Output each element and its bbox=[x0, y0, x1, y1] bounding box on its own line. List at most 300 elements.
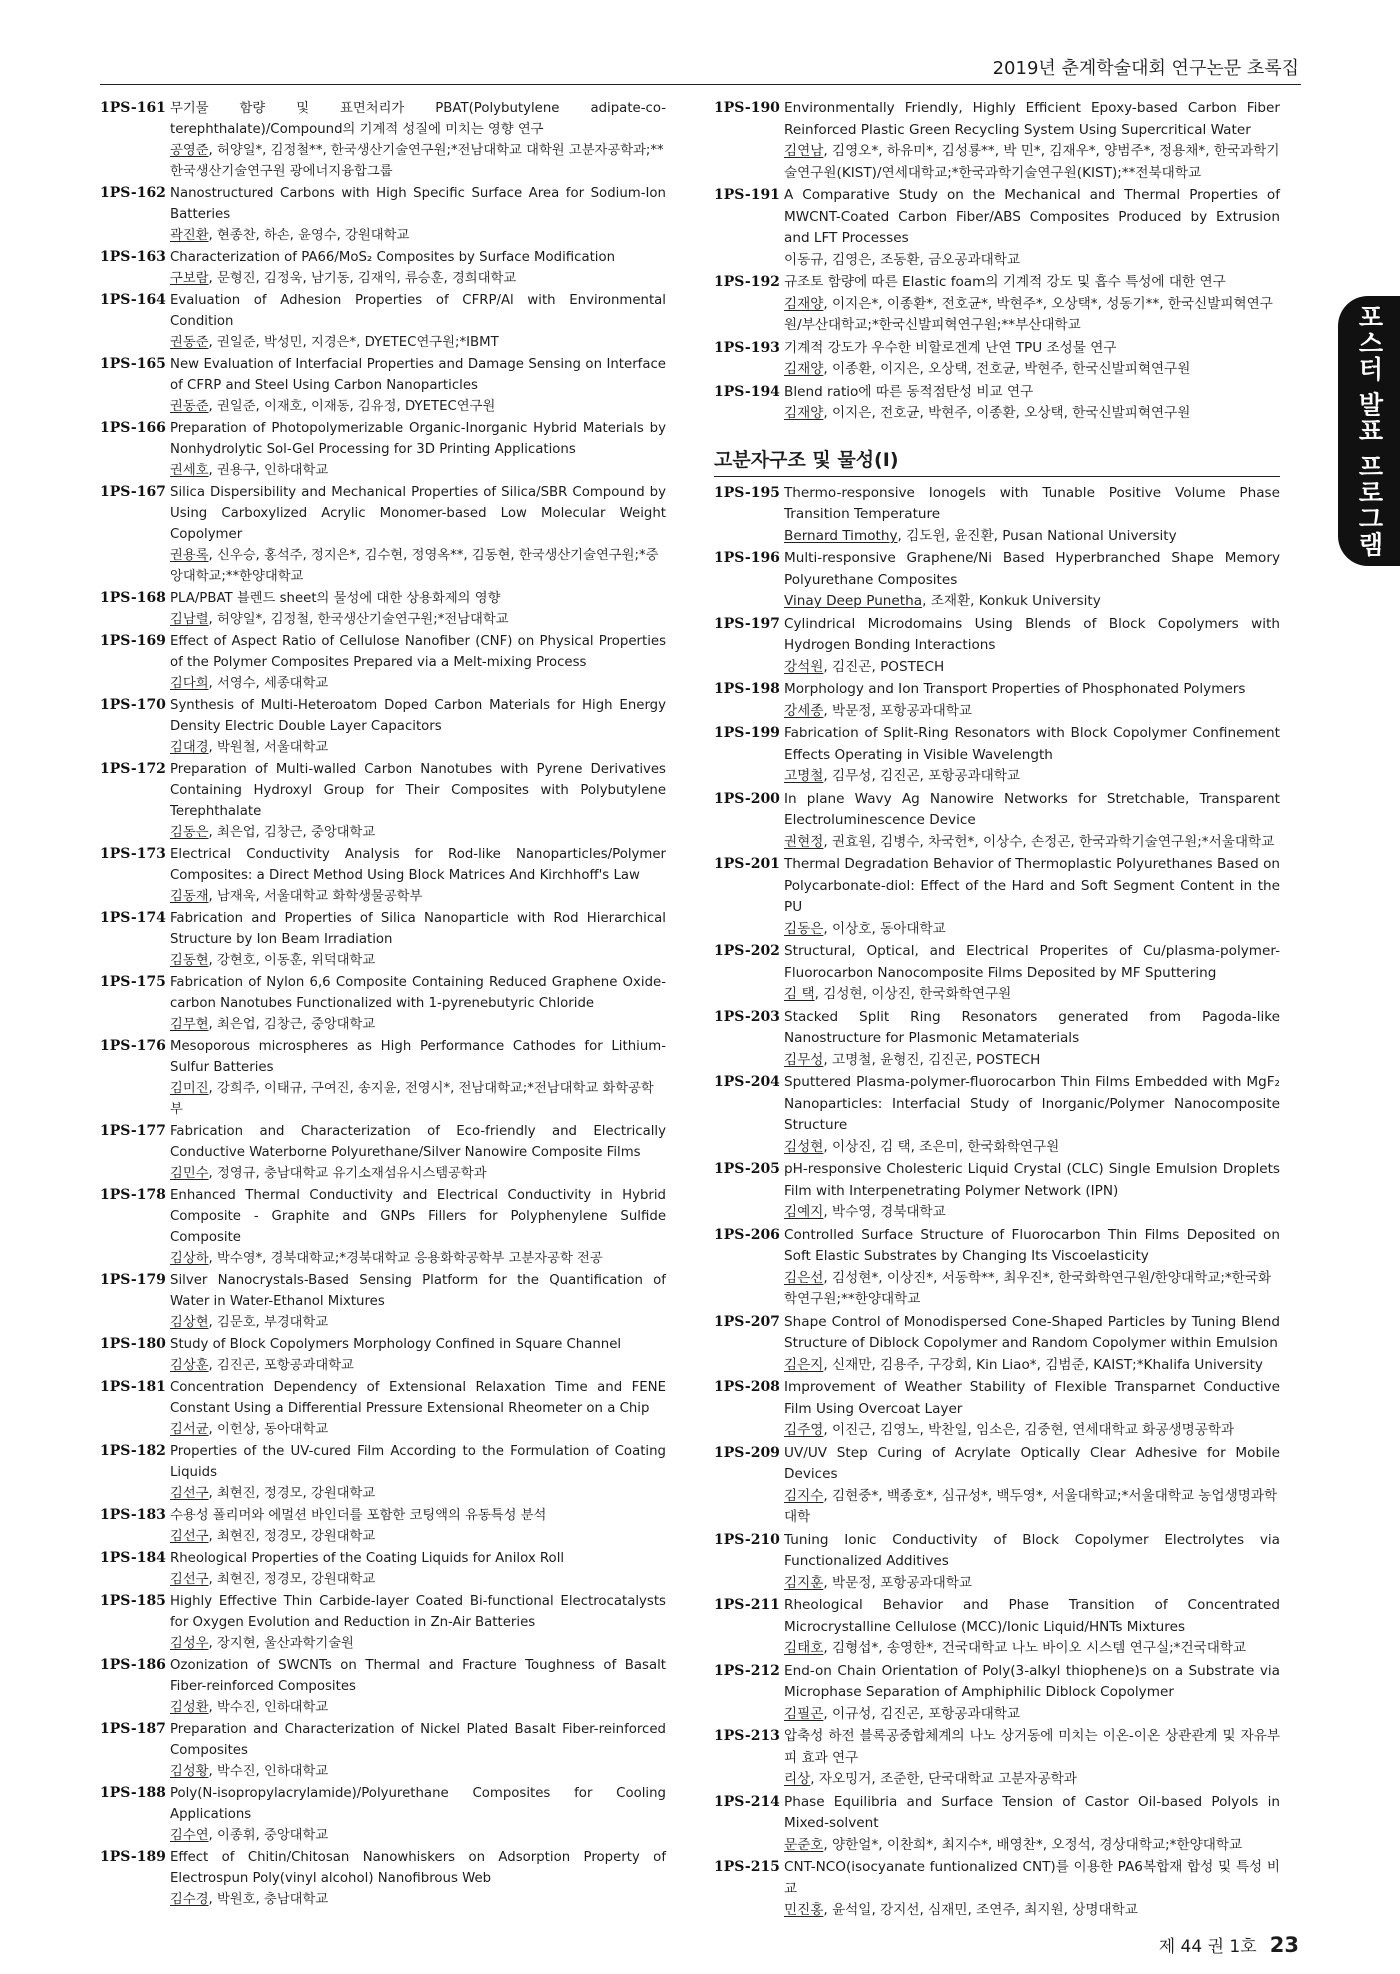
entry-id: 1PS-183 bbox=[100, 1507, 166, 1523]
entry-title: Poly(N-isopropylacrylamide)/Polyurethane Composites for Cooling Applications bbox=[170, 1786, 666, 1822]
abstract-entry bbox=[100, 418, 666, 481]
entry-authors bbox=[170, 1697, 666, 1718]
entry-authors bbox=[170, 609, 666, 630]
entry-body bbox=[784, 1726, 1280, 1791]
entry-id: 1PS-207 bbox=[714, 1313, 780, 1330]
first-author: 김수연 bbox=[170, 1828, 209, 1843]
abstract-entry bbox=[100, 972, 666, 1035]
entry-id: 1PS-190 bbox=[714, 100, 780, 116]
first-author: 김선구 bbox=[170, 1486, 209, 1501]
entry-body bbox=[784, 723, 1280, 788]
entry-body bbox=[784, 382, 1280, 425]
first-author: 김재양 bbox=[784, 361, 824, 377]
first-author: 김성우 bbox=[170, 1636, 209, 1651]
entry-id: 1PS-174 bbox=[100, 910, 166, 926]
first-author: 고명철 bbox=[784, 768, 824, 784]
entry-authors bbox=[784, 141, 1280, 184]
coauthors-affiliation: , 양한얼*, 이찬희*, 최지수*, 배영찬*, 오정석, 경상대학교;*한양대학교 bbox=[823, 1836, 1243, 1853]
entry-title: CNT-NCO(isocyanate funtionalized CNT)를 이용한 PA6복합재 합성 및 특성 비교 bbox=[784, 1859, 1280, 1897]
entry-title: 기계적 강도가 우수한 비할로겐계 난연 TPU 조성물 연구 bbox=[784, 339, 1117, 356]
first-author: 공영준 bbox=[170, 143, 209, 158]
entry-id: 1PS-189 bbox=[100, 1849, 166, 1865]
entry-title: Thermal Degradation Behavior of Thermoplastic Polyurethanes Based on Polycarbonate-diol: Effect of the Hard and Soft Segment Content in the PU bbox=[784, 856, 1280, 915]
entry-title: Phase Equilibria and Surface Tension of Castor Oil-based Polyols in Mixed-solvent bbox=[784, 1793, 1280, 1831]
entry-authors bbox=[170, 268, 666, 289]
abstract-entry bbox=[714, 1595, 1280, 1660]
first-author: 김미진 bbox=[170, 1081, 209, 1096]
coauthors-affiliation: , 고명철, 윤형진, 김진곤, POSTECH bbox=[823, 1051, 1041, 1068]
entry-authors bbox=[170, 1761, 666, 1782]
entry-id: 1PS-191 bbox=[714, 187, 780, 203]
entry-authors bbox=[170, 545, 666, 587]
entry-title: End-on Chain Orientation of Poly(3-alkyl thiophene)s on a Substrate via Microphase Separation of Amphiphilic Diblock Copolymer bbox=[784, 1662, 1280, 1700]
first-author: 강세종 bbox=[784, 702, 824, 719]
entry-authors bbox=[170, 1078, 666, 1120]
entry-id: 1PS-206 bbox=[714, 1226, 780, 1243]
entry-id: 1PS-195 bbox=[714, 484, 780, 501]
entry-title: Study of Block Copolymers Morphology Confined in Square Channel bbox=[170, 1337, 622, 1352]
abstract-entry bbox=[100, 98, 666, 182]
abstract-entry bbox=[714, 1377, 1280, 1442]
entry-id: 1PS-179 bbox=[100, 1272, 166, 1288]
entry-title: Stacked Split Ring Resonators generated from Pagoda-like Nanostructure for Plasmonic Metamaterials bbox=[784, 1008, 1280, 1046]
coauthors-affiliation: , 김형섭*, 송영한*, 건국대학교 나노 바이오 시스템 연구실;*건국대학교 bbox=[823, 1640, 1247, 1656]
entry-title: Multi-responsive Graphene/Ni Based Hyperbranched Shape Memory Polyurethane Composites bbox=[784, 550, 1280, 588]
abstract-entry bbox=[100, 290, 666, 353]
first-author: 김수경 bbox=[170, 1892, 209, 1907]
abstract-entry bbox=[714, 614, 1280, 679]
coauthors-affiliation: , 박수영, 경북대학교 bbox=[823, 1204, 946, 1220]
entry-body bbox=[170, 631, 666, 694]
first-author: 김필곤 bbox=[784, 1705, 824, 1722]
abstract-entry bbox=[714, 1857, 1280, 1922]
entry-authors bbox=[784, 1420, 1280, 1442]
abstract-entry bbox=[100, 1441, 666, 1504]
first-author: 김 택 bbox=[784, 986, 815, 1002]
entry-body bbox=[170, 354, 666, 417]
coauthors-affiliation: 이동규, 김영은, 조동환, 금오공과대학교 bbox=[784, 251, 1021, 268]
entry-authors bbox=[784, 1486, 1280, 1529]
footer-volume: 제 44 권 1호 bbox=[1158, 1937, 1257, 1957]
entry-authors bbox=[784, 591, 1280, 613]
entry-title: UV/UV Step Curing of Acrylate Optically Clear Adhesive for Mobile Devices bbox=[784, 1444, 1280, 1482]
abstract-entry bbox=[100, 588, 666, 630]
abstract-entry bbox=[714, 1661, 1280, 1726]
entry-id: 1PS-213 bbox=[714, 1728, 780, 1744]
first-author: 김동은 bbox=[170, 825, 209, 840]
entry-authors bbox=[170, 1312, 666, 1333]
abstract-entry bbox=[100, 1185, 666, 1269]
entry-body bbox=[170, 1783, 666, 1846]
abstract-entry bbox=[714, 854, 1280, 940]
entry-id: 1PS-211 bbox=[714, 1597, 780, 1613]
entry-body bbox=[170, 247, 666, 289]
entry-id: 1PS-199 bbox=[714, 725, 780, 741]
abstract-entry bbox=[100, 183, 666, 246]
right-column-top-entries bbox=[714, 98, 1280, 425]
first-author: 곽진환 bbox=[170, 228, 209, 243]
entry-authors bbox=[170, 1014, 666, 1035]
entry-authors bbox=[784, 1355, 1280, 1377]
entry-authors bbox=[170, 1569, 666, 1590]
abstract-entry bbox=[714, 272, 1280, 337]
entry-id: 1PS-187 bbox=[100, 1721, 166, 1737]
abstract-entry bbox=[100, 1334, 666, 1376]
entry-title: Rheological Behavior and Phase Transition of Concentrated Microcrystalline Cellulose (MCC)/Ionic Liquid/HNTs Mixtures bbox=[784, 1597, 1280, 1635]
coauthors-affiliation: , 권효원, 김병수, 차국헌*, 이상수, 손정곤, 한국과학기술연구원;*서울대학교 bbox=[823, 833, 1275, 850]
coauthors-affiliation: , 권일준, 이재호, 이재동, 김유정, DYETEC연구원 bbox=[208, 399, 496, 414]
abstract-entry bbox=[100, 695, 666, 758]
entry-title: Fabrication and Characterization of Eco-friendly and Electrically Conductive Waterborne Polyurethane/Silver Nanowire Composite Films bbox=[170, 1124, 666, 1160]
coauthors-affiliation: , 박원철, 서울대학교 bbox=[208, 740, 329, 755]
entry-authors bbox=[170, 1248, 666, 1269]
first-author: 김상하 bbox=[170, 1251, 209, 1266]
coauthors-affiliation: , 이헌상, 동아대학교 bbox=[208, 1422, 329, 1437]
coauthors-affiliation: , 권일준, 박성민, 지경은*, DYETEC연구원;*IBMT bbox=[208, 335, 499, 350]
coauthors-affiliation: , 정영규, 충남대학교 유기소재섬유시스템공학과 bbox=[208, 1166, 487, 1181]
entry-title: PLA/PBAT 블렌드 sheet의 물성에 대한 상용화제의 영향 bbox=[170, 591, 501, 606]
entry-title: Fabrication and Properties of Silica Nanoparticle with Rod Hierarchical Structure by Ion Beam Irradiation bbox=[170, 911, 666, 947]
entry-body bbox=[170, 1548, 666, 1590]
entry-body bbox=[784, 1792, 1280, 1857]
entry-body bbox=[170, 1121, 666, 1184]
coauthors-affiliation: , 김도윈, 윤진환, Pusan National University bbox=[897, 527, 1177, 544]
entry-authors bbox=[784, 701, 1280, 723]
first-author: 김선구 bbox=[170, 1572, 209, 1587]
entry-authors bbox=[784, 766, 1280, 788]
entry-id: 1PS-210 bbox=[714, 1531, 780, 1548]
entry-id: 1PS-169 bbox=[100, 633, 166, 649]
abstract-entry bbox=[100, 1847, 666, 1910]
entry-title: New Evaluation of Interfacial Properties and Damage Sensing on Interface of CFRP and Steel Using Carbon Nanoparticles bbox=[170, 357, 666, 393]
entry-title: Preparation and Characterization of Nickel Plated Basalt Fiber-reinforced Composites bbox=[170, 1722, 666, 1758]
coauthors-affiliation: , 김문호, 부경대학교 bbox=[208, 1315, 329, 1330]
entry-title: Fabrication of Split-Ring Resonators with Block Copolymer Confinement Effects Operating in Visible Wavelength bbox=[784, 725, 1280, 763]
entry-body bbox=[784, 1443, 1280, 1529]
abstract-entry bbox=[100, 631, 666, 694]
coauthors-affiliation: , 이종휘, 중앙대학교 bbox=[208, 1828, 329, 1843]
coauthors-affiliation: , 이상호, 동아대학교 bbox=[823, 920, 946, 937]
first-author: 김대경 bbox=[170, 740, 209, 755]
first-author: 김지수 bbox=[784, 1487, 824, 1504]
coauthors-affiliation: , 박문정, 포항공과대학교 bbox=[823, 702, 973, 719]
coauthors-affiliation: , 강현호, 이동훈, 위덕대학교 bbox=[208, 953, 376, 968]
abstract-entry bbox=[714, 789, 1280, 854]
first-author: 김상현 bbox=[170, 1315, 209, 1330]
entry-id: 1PS-181 bbox=[100, 1379, 166, 1395]
coauthors-affiliation: , 자오밍거, 조준한, 단국대학교 고분자공학과 bbox=[810, 1771, 1077, 1787]
first-author: 민진홍 bbox=[784, 1902, 824, 1918]
entry-title: Properties of the UV-cured Film According to the Formulation of Coating Liquids bbox=[170, 1444, 666, 1480]
entry-id: 1PS-177 bbox=[100, 1123, 166, 1139]
entry-id: 1PS-173 bbox=[100, 846, 166, 862]
coauthors-affiliation: , 김영오*, 하유미*, 김성룡**, 박 민*, 김재우*, 양범주*, 정용채*, 한국과학기술연구원(KIST)/연세대학교;*한국과학기술연구원(KIST);**전북대학교 bbox=[784, 143, 1280, 181]
abstract-entry bbox=[714, 1530, 1280, 1595]
abstract-entry bbox=[714, 1443, 1280, 1529]
entry-id: 1PS-182 bbox=[100, 1443, 166, 1459]
first-author: 김선구 bbox=[170, 1529, 209, 1544]
first-author: 리상 bbox=[784, 1771, 811, 1787]
entry-authors bbox=[784, 1573, 1280, 1595]
entry-body bbox=[170, 290, 666, 353]
entry-body bbox=[784, 1595, 1280, 1660]
coauthors-affiliation: , 강희주, 이태규, 구여진, 송지윤, 전영시*, 전남대학교;*전남대학교 화학공학부 bbox=[170, 1081, 654, 1117]
abstract-entry bbox=[100, 908, 666, 971]
side-tab-label: 포스터 발표 프로그램 bbox=[1355, 304, 1384, 558]
entry-body bbox=[170, 908, 666, 971]
abstract-entry bbox=[100, 1270, 666, 1333]
first-author: 김태호 bbox=[784, 1640, 824, 1656]
abstract-entry bbox=[714, 1792, 1280, 1857]
right-column bbox=[714, 98, 1280, 1923]
entry-authors bbox=[784, 250, 1280, 272]
entry-authors bbox=[170, 1419, 666, 1440]
entry-body bbox=[170, 759, 666, 843]
entry-title: Silica Dispersibility and Mechanical Properties of Silica/SBR Compound by Using Carboxylized Acrylic Monomer-based Low Molecular Weight Copolymer bbox=[170, 485, 666, 542]
coauthors-affiliation: , 이지은*, 이종환*, 전호균*, 박현주*, 오상택*, 성동기**, 한국신발피혁연구원/부산대학교;*한국신발피혁연구원;**부산대학교 bbox=[784, 295, 1273, 333]
abstract-entry bbox=[714, 185, 1280, 271]
entry-authors bbox=[170, 460, 666, 481]
first-author: Vinay Deep Punetha bbox=[784, 593, 923, 609]
entry-body bbox=[784, 854, 1280, 940]
entry-id: 1PS-184 bbox=[100, 1550, 166, 1566]
entry-id: 1PS-172 bbox=[100, 761, 166, 777]
abstract-entry bbox=[714, 1072, 1280, 1158]
coauthors-affiliation: , 이상진, 김 택, 조은미, 한국화학연구원 bbox=[823, 1138, 1060, 1155]
abstract-entry bbox=[714, 338, 1280, 381]
entry-id: 1PS-196 bbox=[714, 550, 780, 566]
first-author: 문준호 bbox=[784, 1836, 824, 1853]
entry-body bbox=[170, 1505, 666, 1547]
abstract-entry bbox=[100, 1548, 666, 1590]
entry-authors bbox=[784, 1202, 1280, 1224]
entry-title: 규조토 함량에 따른 Elastic foam의 기계적 강도 및 흡수 특성에 대한 연구 bbox=[784, 274, 1226, 290]
entry-id: 1PS-163 bbox=[100, 249, 166, 265]
first-author: 김재양 bbox=[784, 295, 824, 312]
entry-authors bbox=[170, 673, 666, 694]
first-author: 김연남 bbox=[784, 143, 824, 159]
abstract-entry bbox=[100, 1783, 666, 1846]
entry-title: Thermo-responsive Ionogels with Tunable Positive Volume Phase Transition Temperature bbox=[784, 484, 1280, 522]
entry-body bbox=[170, 482, 666, 587]
first-author: 김민수 bbox=[170, 1166, 209, 1181]
entry-id: 1PS-193 bbox=[714, 339, 780, 356]
abstract-entry bbox=[100, 1121, 666, 1184]
first-author: 김동현 bbox=[170, 953, 209, 968]
entry-authors bbox=[784, 657, 1280, 679]
entry-authors bbox=[784, 1900, 1280, 1922]
entry-body bbox=[784, 338, 1280, 381]
entry-authors bbox=[170, 396, 666, 417]
entry-authors bbox=[170, 822, 666, 843]
entry-id: 1PS-197 bbox=[714, 615, 780, 632]
entry-title: Enhanced Thermal Conductivity and Electrical Conductivity in Hybrid Composite - Graphite and GNPs Fillers for Polyphenylene Sulfide Composite bbox=[170, 1188, 666, 1245]
entry-id: 1PS-164 bbox=[100, 292, 166, 308]
coauthors-affiliation: , 조재환, Konkuk University bbox=[922, 593, 1101, 609]
abstract-entry bbox=[100, 1377, 666, 1440]
entry-authors bbox=[784, 294, 1280, 337]
coauthors-affiliation: , 허양일*, 김정철**, 한국생산기술연구원;*전남대학교 대학원 고분자공학과;**한국생산기술연구원 광에너지융합그룹 bbox=[170, 143, 664, 179]
section-heading: 고분자구조 및 물성(I) bbox=[714, 445, 1280, 477]
coauthors-affiliation: , 최현진, 정경모, 강원대학교 bbox=[208, 1486, 376, 1501]
entry-id: 1PS-215 bbox=[714, 1859, 780, 1875]
entry-id: 1PS-178 bbox=[100, 1187, 166, 1203]
abstract-entry bbox=[714, 1726, 1280, 1791]
entry-id: 1PS-201 bbox=[714, 856, 780, 872]
abstract-entry bbox=[714, 941, 1280, 1006]
abstract-entry bbox=[714, 679, 1280, 722]
entry-id: 1PS-176 bbox=[100, 1038, 166, 1054]
entry-body bbox=[170, 1036, 666, 1120]
coauthors-affiliation: , 현종찬, 하손, 윤영수, 강원대학교 bbox=[208, 228, 410, 243]
coauthors-affiliation: , 장지현, 울산과학기술원 bbox=[208, 1636, 354, 1651]
entry-id: 1PS-200 bbox=[714, 790, 780, 807]
entry-body bbox=[784, 614, 1280, 679]
entry-authors bbox=[170, 1526, 666, 1547]
entry-authors bbox=[784, 1769, 1280, 1791]
abstract-entry bbox=[714, 382, 1280, 425]
coauthors-affiliation: , 박원호, 충남대학교 bbox=[208, 1892, 329, 1907]
first-author: 권동준 bbox=[170, 399, 209, 414]
entry-id: 1PS-170 bbox=[100, 697, 166, 713]
abstract-entry bbox=[100, 482, 666, 587]
first-author: 강석원 bbox=[784, 658, 824, 675]
left-column bbox=[100, 98, 666, 1911]
entry-title: Improvement of Weather Stability of Flexible Transparnet Conductive Film Using Overcoat Layer bbox=[784, 1379, 1280, 1417]
entry-id: 1PS-198 bbox=[714, 681, 780, 697]
entry-authors bbox=[170, 950, 666, 971]
coauthors-affiliation: , 윤석일, 강지선, 심재민, 조연주, 최지원, 상명대학교 bbox=[823, 1902, 1138, 1918]
entry-authors bbox=[170, 1163, 666, 1184]
entry-body bbox=[784, 941, 1280, 1006]
entry-title: A Comparative Study on the Mechanical and Thermal Properties of MWCNT-Coated Carbon Fiber/ABS Composites Produced by Extrusion and LFT Processes bbox=[784, 187, 1280, 246]
coauthors-affiliation: , 이지은, 전호균, 박현주, 이종환, 오상택, 한국신발피혁연구원 bbox=[823, 405, 1191, 421]
entry-body bbox=[170, 1847, 666, 1910]
entry-title: Ozonization of SWCNTs on Thermal and Fracture Toughness of Basalt Fiber-reinforced Composites bbox=[170, 1658, 666, 1694]
entry-id: 1PS-202 bbox=[714, 943, 780, 959]
entry-id: 1PS-205 bbox=[714, 1161, 780, 1177]
entry-title: Effect of Chitin/Chitosan Nanowhiskers on Adsorption Property of Electrospun Poly(vinyl alcohol) Nanofibrous Web bbox=[170, 1850, 666, 1886]
abstract-entry bbox=[100, 1505, 666, 1547]
first-author: 김무현 bbox=[170, 1017, 209, 1032]
entry-title: Silver Nanocrystals-Based Sensing Platform for the Quantification of Water in Water-Ethanol Mixtures bbox=[170, 1273, 666, 1309]
entry-body bbox=[170, 588, 666, 630]
abstract-entry bbox=[714, 1225, 1280, 1311]
entry-id: 1PS-168 bbox=[100, 590, 166, 606]
first-author: 김무성 bbox=[784, 1051, 824, 1068]
entry-id: 1PS-175 bbox=[100, 974, 166, 990]
running-header-title: 2019년 춘계학술대회 연구논문 초록집 bbox=[992, 58, 1299, 79]
entry-title: Shape Control of Monodispersed Cone-Shaped Particles by Tuning Blend Structure of Diblock Copolymer and Random Copolymer within Emulsion bbox=[784, 1313, 1280, 1351]
entry-body bbox=[784, 1661, 1280, 1726]
entry-body bbox=[784, 483, 1280, 548]
coauthors-affiliation: , 최은업, 김창근, 중앙대학교 bbox=[208, 825, 376, 840]
entry-id: 1PS-161 bbox=[100, 100, 166, 116]
entry-body bbox=[170, 1591, 666, 1654]
entry-body bbox=[784, 789, 1280, 854]
first-author: 권세호 bbox=[170, 463, 209, 478]
coauthors-affiliation: , 박수진, 인하대학교 bbox=[208, 1764, 329, 1779]
entry-authors bbox=[170, 737, 666, 758]
entry-body bbox=[170, 972, 666, 1035]
first-author: 김은선 bbox=[784, 1269, 824, 1286]
entry-body bbox=[170, 418, 666, 481]
coauthors-affiliation: , 최현진, 정경모, 강원대학교 bbox=[208, 1572, 376, 1587]
first-author: 김동재 bbox=[170, 889, 209, 904]
footer-page-number: 23 bbox=[1269, 1933, 1299, 1957]
entry-title: Highly Effective Thin Carbide-layer Coated Bi-functional Electrocatalysts for Oxygen Evolution and Reduction in Zn-Air Batteries bbox=[170, 1594, 666, 1630]
entry-authors bbox=[170, 332, 666, 353]
entry-title: Concentration Dependency of Extensional Relaxation Time and FENE Constant Using a Differential Pressure Extensional Rheometer on a Chip bbox=[170, 1380, 666, 1416]
first-author: 권용록 bbox=[170, 548, 209, 563]
entry-title: pH-responsive Cholesteric Liquid Crystal (CLC) Single Emulsion Droplets Film with Interpenetrating Polymer Network (IPN) bbox=[784, 1161, 1280, 1199]
entry-body bbox=[784, 185, 1280, 271]
entry-authors bbox=[784, 832, 1280, 854]
entry-body bbox=[784, 1312, 1280, 1377]
first-author: 김성현 bbox=[784, 1138, 824, 1155]
entry-body bbox=[170, 1185, 666, 1269]
entry-title: Evaluation of Adhesion Properties of CFRP/Al with Environmental Condition bbox=[170, 293, 666, 329]
entry-body bbox=[784, 679, 1280, 722]
entry-title: Preparation of Multi-walled Carbon Nanotubes with Pyrene Derivatives Containing Hydroxyl Group for Their Composites with Polybutylene Terephthalate bbox=[170, 762, 666, 819]
entry-id: 1PS-204 bbox=[714, 1074, 780, 1090]
entry-body bbox=[784, 1072, 1280, 1158]
entry-id: 1PS-203 bbox=[714, 1008, 780, 1025]
entry-authors bbox=[170, 1633, 666, 1654]
first-author: 김은지 bbox=[784, 1356, 824, 1373]
abstract-entry bbox=[100, 247, 666, 289]
coauthors-affiliation: , 김성현*, 이상진*, 서동학**, 최우진*, 한국화학연구원/한양대학교;*한국화학연구원;**한양대학교 bbox=[784, 1269, 1272, 1307]
entry-authors bbox=[784, 1638, 1280, 1660]
entry-id: 1PS-167 bbox=[100, 484, 166, 500]
entry-title: Cylindrical Microdomains Using Blends of Block Copolymers with Hydrogen Bonding Interactions bbox=[784, 615, 1280, 653]
entry-id: 1PS-192 bbox=[714, 274, 780, 290]
abstract-entry bbox=[714, 1312, 1280, 1377]
coauthors-affiliation: , 신우승, 홍석주, 정지은*, 김수현, 정영옥**, 김동현, 한국생산기술연구원;*중앙대학교;**한양대학교 bbox=[170, 548, 659, 584]
first-author: 김서균 bbox=[170, 1422, 209, 1437]
entry-id: 1PS-212 bbox=[714, 1662, 780, 1679]
abstract-entry bbox=[100, 1719, 666, 1782]
entry-title: Tuning Ionic Conductivity of Block Copolymer Electrolytes via Functionalized Additives bbox=[784, 1531, 1280, 1569]
entry-title: In plane Wavy Ag Nanowire Networks for Stretchable, Transparent Electroluminescence Device bbox=[784, 790, 1280, 828]
entry-title: Preparation of Photopolymerizable Organic-Inorganic Hybrid Materials by Nonhydrolytic Sol-Gel Processing for 3D Printing Applications bbox=[170, 421, 666, 457]
entry-title: 무기물 함량 및 표면처리가 PBAT(Polybutylene adipate-co-terephthalate)/Compound의 기계적 성질에 미치는 영향 연구 bbox=[170, 101, 666, 137]
coauthors-affiliation: , 박수영*, 경북대학교;*경북대학교 응용화학공학부 고분자공학 전공 bbox=[208, 1251, 603, 1266]
first-author: 김지훈 bbox=[784, 1574, 824, 1591]
entry-body bbox=[170, 1655, 666, 1718]
first-author: 김다희 bbox=[170, 676, 209, 691]
entry-body bbox=[170, 695, 666, 758]
entry-title: Morphology and Ion Transport Properties of Phosphonated Polymers bbox=[784, 681, 1246, 697]
entry-authors bbox=[784, 1050, 1280, 1072]
abstract-entry bbox=[714, 1159, 1280, 1224]
entry-title: Characterization of PA66/MoS₂ Composites by Surface Modification bbox=[170, 250, 616, 265]
entry-body bbox=[784, 1007, 1280, 1072]
entry-authors bbox=[170, 225, 666, 246]
abstract-entry bbox=[100, 1591, 666, 1654]
abstract-entry bbox=[100, 1036, 666, 1120]
entry-body bbox=[784, 1857, 1280, 1922]
entry-id: 1PS-194 bbox=[714, 383, 780, 400]
header-rule bbox=[100, 84, 1301, 85]
abstract-entry bbox=[714, 548, 1280, 613]
entry-authors bbox=[170, 886, 666, 907]
abstract-entry bbox=[714, 1007, 1280, 1072]
entry-id: 1PS-208 bbox=[714, 1379, 780, 1395]
coauthors-affiliation: , 권용구, 인하대학교 bbox=[208, 463, 329, 478]
first-author: 김주영 bbox=[784, 1422, 824, 1438]
page-footer bbox=[1159, 1932, 1299, 1957]
